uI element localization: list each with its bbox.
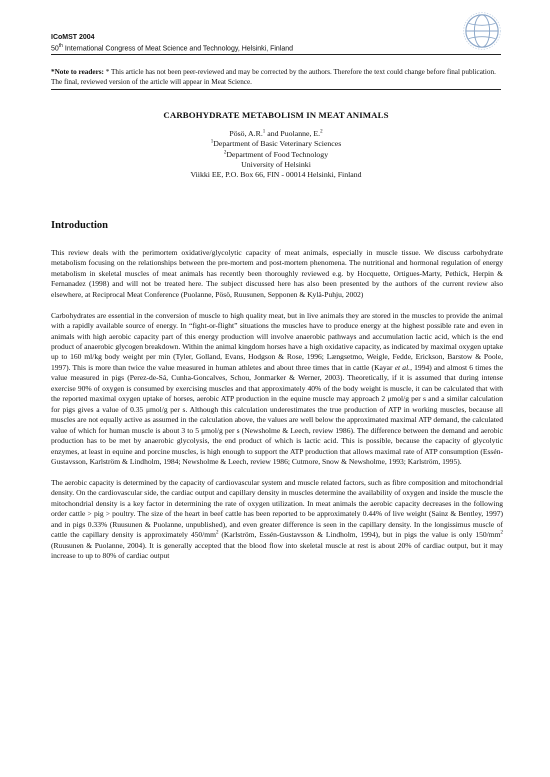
affiliation-1 <box>51 139 501 149</box>
globe-logo-icon <box>463 12 501 50</box>
address: Viikki EE, P.O. Box 66, FIN - 00014 Helsinki, Finland <box>190 170 362 180</box>
header-rule <box>51 54 501 55</box>
conference-short: ICoMST 2004 <box>51 34 95 41</box>
conference-ordinal-suffix: th <box>58 43 63 49</box>
affiliation-1-sup: 1 <box>210 139 214 145</box>
section-heading-introduction: Introduction <box>51 220 108 231</box>
affiliation-2-text: Department of Food Technology <box>226 149 329 159</box>
conference-name: International Congress of Meat Science and Technology, Helsinki, Finland <box>62 45 294 53</box>
paragraph-3-sup-2: 2 <box>500 530 503 536</box>
author-2: and Puolanne, E. <box>265 129 321 138</box>
paragraph-2-part-b: , 1994) and almost 6 times the value measured in pigs (Perez-de-Sá, Cunha-Goncalves, Schou, Jonmarker & Werner, 2003). Theoretically, if it is assumed that during intense exercise 90% of oxygen is consumed by exercising muscles and that approximately 40% of the body weight is muscle, it can be calculated that with the reported maximal oxygen uptake of horses, aerobic ATP production in the equine muscle may approach 2 μmol/g per s and a similar calculation for pigs gives a value of 0.35 μmol/g per s. Although this calculation underestimates the true production of ATP in working muscles, because all muscles are not equally active as assumed in the calculation above, the values are well below the approximated maximal ATP demand, the calculated value of which for human muscle is about 3 to 5 μmol/g per s (Newsholme & Leech, review 1986). The difference between the demand and aerobic production has to be met by anaerobic glycolysis, the end product of which is lactic acid. This is possible, because the capacity of glycolytic enzymes, at least in equine and porcine muscles, is high enough to support the ATP production that allows maximal rate of ATP consumption (Essén-Gustavsson, Karlström & Lindholm, 1984; Newsholme & Leech, review 1986; Cutmore, Snow & Newsholme, 1993; Karlström, 1995). <box>51 362 503 466</box>
paragraph-3-part-b: (Karlström, Essén-Gustavsson & Lindholm, 1994), but in pigs the value is only 150/mm <box>218 530 501 540</box>
note-rule <box>51 89 501 90</box>
paragraph-2 <box>51 311 503 468</box>
paragraph-2-etal: et al. <box>394 362 411 372</box>
paragraph-1: This review deals with the perimortem oxidative/glycolytic capacity of meat animals, especially in muscle tissue. We discuss carbohydrate metabolism focusing on the relationships between the pre-mortem and post-mortem phenomena. The nutritional and hormonal regulation of energy metabolism in skeletal muscles of meat animals has recently been thoroughly reviewed e.g. by Hocquette, Ortigues-Marty, Pethick, Herpin & Fernanadez (1998) and will not be treated here. The subject discussed here has also been presented by the authors of the current review also elsewhere, at Reciprocal Meat Conference (Puolanne, Pösö, Ruusunen, Sepponen & Kylä-Puhju, 2002) <box>51 248 503 299</box>
paragraph-2-part-a: Carbohydrates are essential in the conversion of muscle to high quality meat, but in live animals they are stored in the muscles to provide the animal with a rapidly available source of energy. In “fight-or-flight” situations the muscles have to produce energy at the highest possible rate and even in animals with high aerobic capacity part of this energy production will involve anaerobic pathways and accumulation lactic acid, which is the end product of anaerobic glycogen breakdown. Within the animal kingdom horses have a high oxidative capacity, as indicated by maximal oxygen uptake up to 160 ml/kg body weight per min (Tyler, Golland, Evans, Hodgson & Rose, 1996; Længsetmo, Weigle, Fedde, Erickson, Barstow & Poole, 1997). This is more than twice the value measured in human athletes and about three times that in cattle (Kayar <box>51 310 503 372</box>
note-lead: *Note to readers: <box>51 68 104 76</box>
note-text: * This article has not been peer-reviewed and may be corrected by the authors. Therefore the text could change before final publication. The final, reviewed version of the article will appear in Meat Science. <box>51 68 496 86</box>
author-block <box>51 129 501 180</box>
university: University of Helsinki <box>241 159 311 169</box>
conference-full <box>51 42 471 53</box>
paper-title: CARBOHYDRATE METABOLISM IN MEAT ANIMALS <box>163 110 389 120</box>
author-1: Pösö, A.R. <box>229 129 263 138</box>
author-1-sup: 1 <box>262 129 266 135</box>
paragraph-3-part-c: (Ruusunen & Puolanne, 2004). It is generally accepted that the blood flow into skeletal muscle at rest is about 20% of cardiac output, but it may increase to up to 80% of cardiac output <box>51 540 503 561</box>
readers-note <box>51 67 503 87</box>
author-2-sup: 2 <box>320 129 323 135</box>
paragraph-3-part-a: The aerobic capacity is determined by the capacity of cardiovascular system and muscle related factors, such as fibre composition and mitochondrial density. On the cardiovascular side, the cardiac output and capillary density in muscles determine the availability of oxygen and inside the muscle the mitochondrial density is a key factor in determining the rate of oxygen utilization. In meat animals the aerobic capacity decreases in the following order cattle > pig > poultry. The size of the heart in beef cattle has been reported to be approximately 0.44% of live weight (Sainz & Bentley, 1997) and in pigs 0.33% (Ruusunen & Puolanne, unpublished), and even greater difference is seen in the capillary density. In the longissimus muscle of cattle the capillary density is approximately 450/mm <box>51 477 503 540</box>
paragraph-3 <box>51 478 503 562</box>
affiliation-2-sup: 2 <box>223 150 227 155</box>
conference-ordinal: 50 <box>51 45 59 53</box>
conference-header <box>51 33 471 53</box>
body-text <box>51 248 503 572</box>
author-names <box>51 129 501 139</box>
paragraph-3-sup-1: 2 <box>215 530 219 536</box>
affiliation-2 <box>51 150 501 160</box>
affiliation-1-text: Department of Basic Veterinary Sciences <box>213 139 342 149</box>
